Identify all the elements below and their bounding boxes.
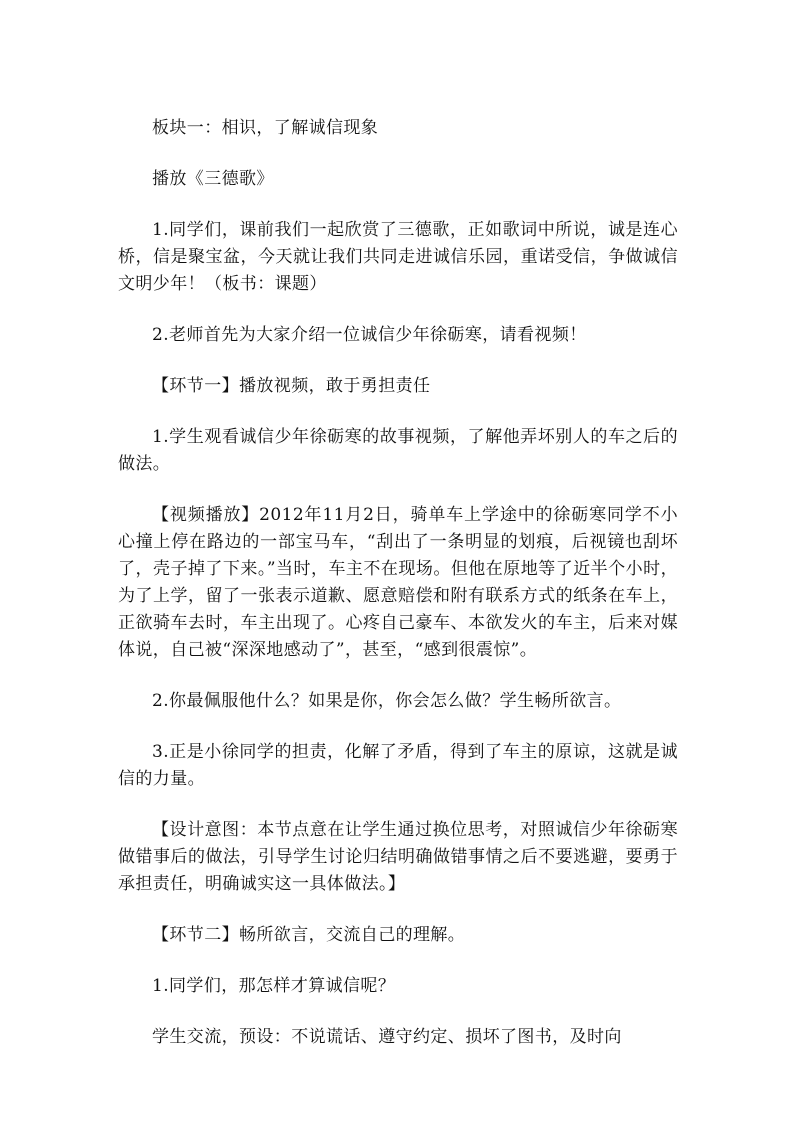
paragraph: 2.老师首先为大家介绍一位诚信少年徐砺寒，请看视频！ [152,325,587,345]
paragraph: 3.正是小徐同学的担责，化解了矛盾，得到了车主的原谅，这就是诚信的力量。 [118,742,678,789]
section-heading: 【环节一】播放视频，敢于勇担责任 [152,376,431,396]
paragraph: 2.你最佩服他什么？如果是你，你会怎么做？学生畅所欲言。 [152,691,622,711]
design-intent-note: 【设计意图：本节点意在让学生通过换位思考，对照诚信少年徐砺寒做错事后的做法，引导学生讨论归结明确做错事情之后不要逃避，要勇于承担责任，明确诚实这一具体做法。】 [118,820,678,894]
paragraph: 播放《三德歌》 [152,169,274,189]
paragraph: 1.同学们，那怎样才算诚信呢？ [152,976,396,996]
section-heading: 【环节二】畅所欲言，交流自己的理解。 [152,925,466,945]
paragraph: 1.学生观看诚信少年徐砺寒的故事视频，了解他弄坏别人的车之后的做法。 [118,427,678,474]
paragraph: 【视频播放】2012年11月2日，骑单车上学途中的徐砺寒同学不小心撞上停在路边的一部宝马车，“刮出了一条明显的划痕，后视镜也刮坏了，壳子掉了下来。”当时，车主不在现场。但他在原地等了近半个小时，为了上学，留了一张表示道歉、愿意赔偿和附有联系方式的纸条在车上，正欲骑车去时，车主出现了。心疼自己豪车、本欲发火的车主，后来对媒体说，自己被“深深地感动了”，甚至，“感到很震惊”。 [118,505,678,660]
document-body [118,115,678,1051]
paragraph: 学生交流，预设：不说谎话、遵守约定、损坏了图书，及时向 [152,1027,622,1047]
section-heading: 板块一：相识，了解诚信现象 [152,118,379,138]
paragraph: 1.同学们，课前我们一起欣赏了三德歌，正如歌词中所说，诚是连心桥，信是聚宝盆，今天就让我们共同走进诚信乐园，重诺受信，争做诚信文明少年！（板书：课题） [118,220,678,294]
